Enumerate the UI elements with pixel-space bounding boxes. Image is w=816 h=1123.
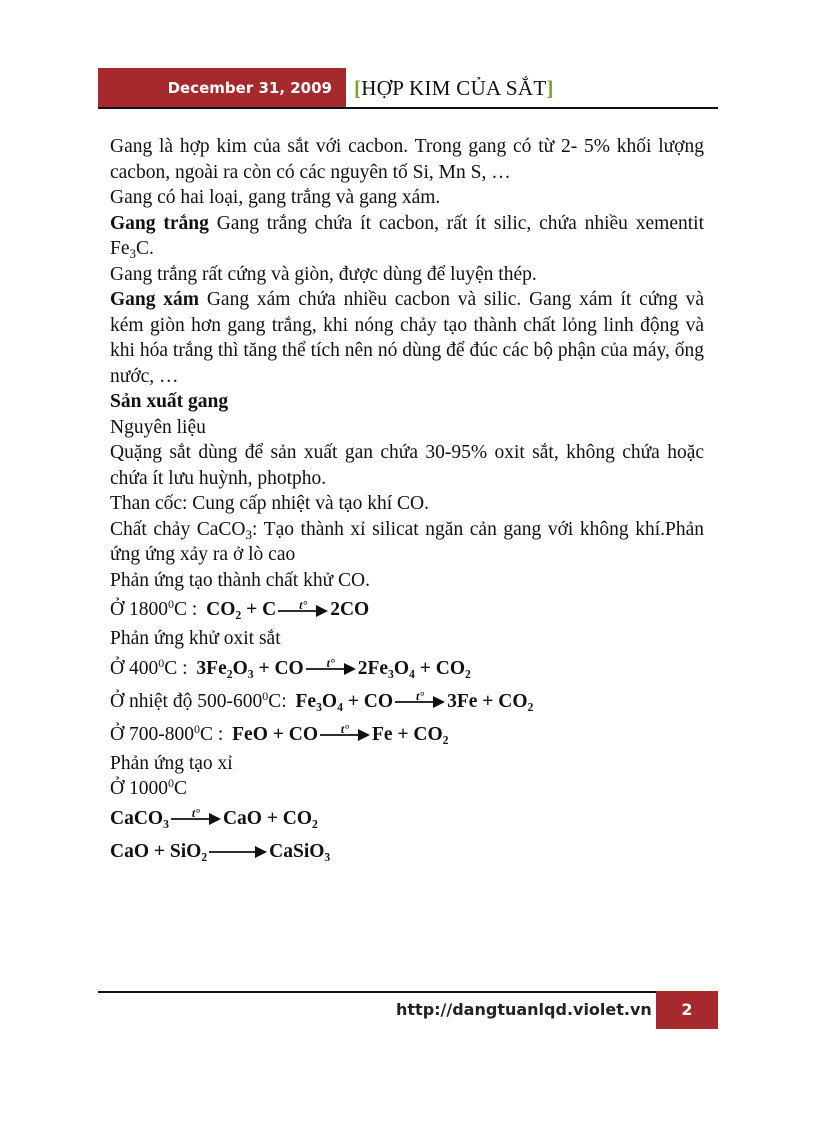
header-title bbox=[354, 72, 554, 104]
materials-label: Nguyên liệu bbox=[110, 416, 206, 438]
equation-formula: 3Fe₂O₃ + CO t° 2Fe₃O₄ + CO₂ bbox=[196, 656, 471, 679]
equation-cao-sio2 bbox=[110, 835, 704, 868]
slag-temperature: Ở 1000$^0$C bbox=[110, 776, 187, 799]
title-bracket-open: [ bbox=[354, 76, 362, 100]
equation-formula: FeO + CO t° Fe + CO₂ bbox=[232, 722, 449, 745]
gray-cast-iron-paragraph: Gang xám Gang xám chứa nhiều cacbon và silic. Gang xám ít cứng và kém giòn hơn gang trắng, khi nóng chảy tạo thành chất lỏng linh động và khi hóa trắng thì tăng thể tích nên nó dùng để đúc các bộ phận của máy, ống nước, … bbox=[110, 289, 704, 387]
header-date: December 31, 2009 bbox=[98, 68, 346, 108]
equation-1800c: Ở 1800$^0$C : CO₂ + C t° 2CO bbox=[110, 597, 370, 620]
equation-500-600c: Ở nhiệt độ $500-600^0C$: Fe₃O₄ + CO t° 3Fe + CO₂ bbox=[110, 688, 534, 712]
footer-url[interactable]: http://dangtuanlqd.violet.vn bbox=[396, 1000, 652, 1019]
heat-arrow: t° bbox=[395, 693, 445, 711]
co-reaction-label: Phản ứng tạo thành chất khử CO. bbox=[110, 569, 370, 591]
equation-700-800c: Ở $700-800^0C$ : FeO + CO t° Fe + CO₂ bbox=[110, 721, 449, 745]
reaction-arrow bbox=[209, 843, 267, 861]
header-divider bbox=[98, 107, 718, 109]
intro-paragraph: Gang là hợp kim của sắt với cacbon. Trong gang có từ 2- 5% khối lượng cacbon, ngoài ra còn có các nguyên tố Si, Mn S, … bbox=[110, 136, 704, 183]
gray-cast-iron-heading: Gang xám bbox=[110, 289, 200, 310]
types-paragraph: Gang có hai loại, gang trắng và gang xám. bbox=[110, 187, 441, 208]
heat-arrow: t° bbox=[278, 602, 328, 620]
heat-arrow: t° bbox=[171, 810, 221, 828]
footer-divider bbox=[98, 991, 658, 993]
reduction-label: Phản ứng khử oxit sắt bbox=[110, 628, 281, 649]
document-body bbox=[110, 134, 704, 868]
document-title: HỢP KIM CỦA SẮT bbox=[361, 76, 547, 100]
slag-label: Phản ứng tạo xỉ bbox=[110, 752, 233, 774]
equation-caco3 bbox=[110, 802, 704, 835]
equation-formula: Fe₃O₄ + CO t° 3Fe + CO₂ bbox=[295, 689, 534, 712]
page-number: 2 bbox=[656, 991, 718, 1029]
heat-arrow: t° bbox=[320, 726, 370, 744]
white-cast-iron-use: Gang trắng rất cứng và giòn, được dùng để luyện thép. bbox=[110, 263, 537, 285]
flux-paragraph: Chất chảy CaCO$_3$: Tạo thành xỉ silicat ngăn cản gang với không khí.Phản ứng ứng xảy ra ở lò cao bbox=[110, 518, 705, 565]
equation-400c: Ở $400^0C$ : 3Fe₂O₃ + CO t° 2Fe₃O₄ + CO₂ bbox=[110, 655, 471, 679]
coke-paragraph: Than cốc: Cung cấp nhiệt và tạo khí CO. bbox=[110, 493, 429, 514]
equation-formula: CaCO₃ t° CaO + CO₂ bbox=[110, 806, 318, 829]
equation-formula: CO₂ + C t° 2CO bbox=[206, 597, 370, 620]
equation-formula: CaO + SiO₂ CaSiO₃ bbox=[110, 840, 331, 862]
ore-paragraph: Quặng sắt dùng để sản xuất gan chứa 30-95% oxit sắt, không chứa hoặc chứa ít lưu huỳnh, photpho. bbox=[110, 442, 704, 489]
production-heading: Sản xuất gang bbox=[110, 391, 229, 412]
title-bracket-close: ] bbox=[546, 76, 554, 100]
white-cast-iron-paragraph: Gang trắng Gang trắng chứa ít cacbon, rất ít silic, chứa nhiều xementit $Fe_3C$. bbox=[110, 212, 704, 261]
white-cast-iron-heading: Gang trắng bbox=[110, 212, 209, 234]
heat-arrow: t° bbox=[306, 660, 356, 678]
